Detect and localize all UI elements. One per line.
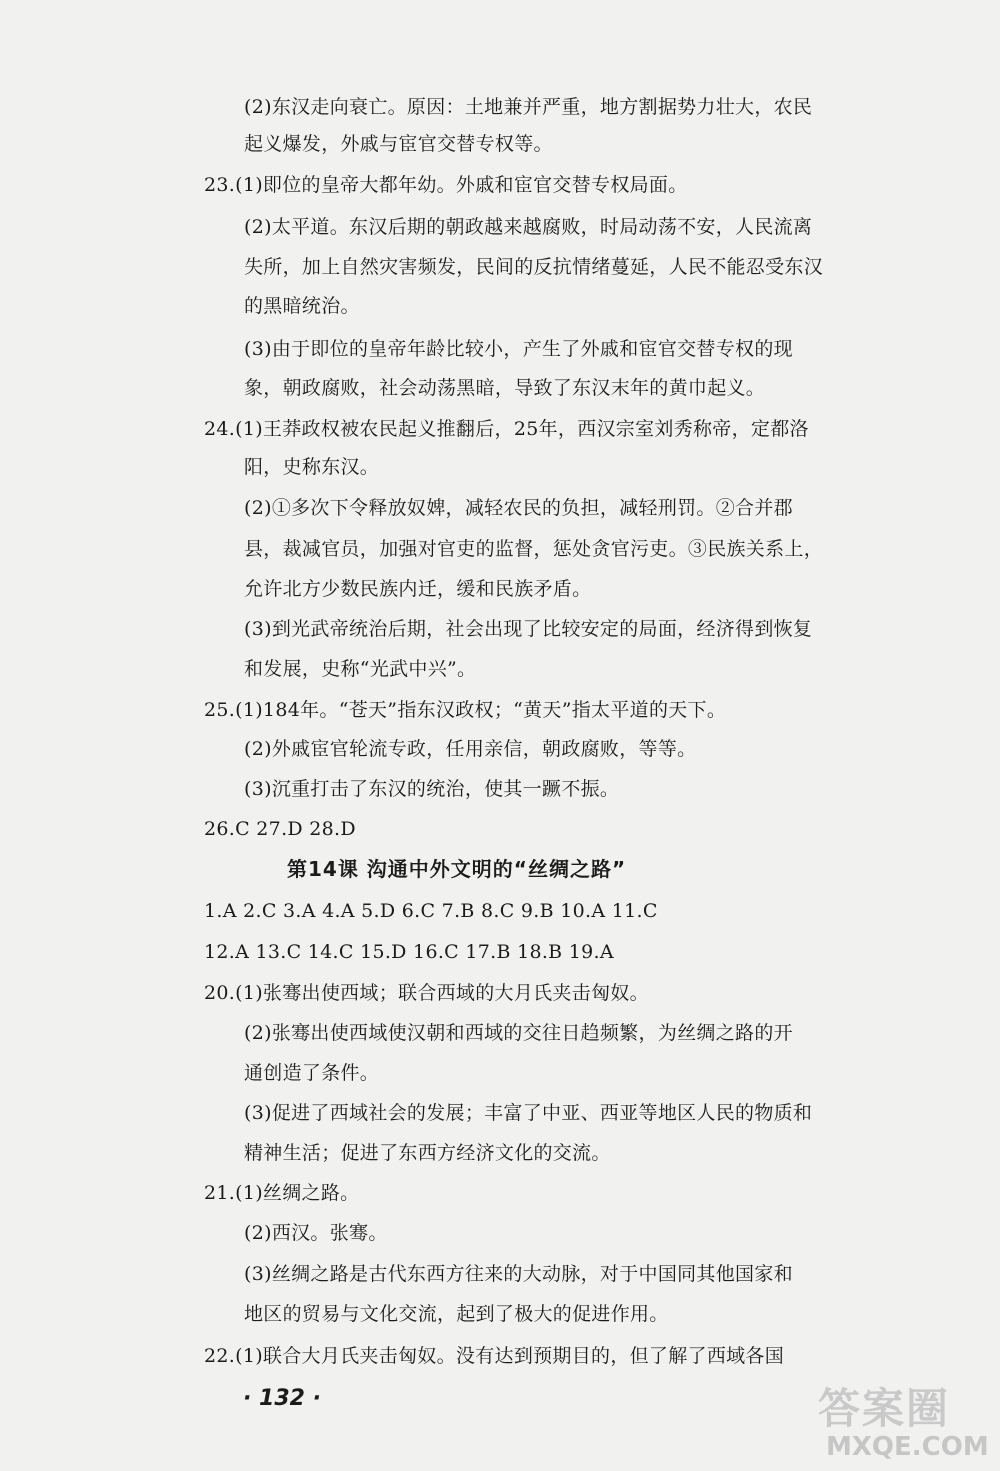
- text-line: 起义爆发，外戚与宦官交替专权等。: [244, 133, 553, 155]
- text-line: 20.(1)张骞出使西域；联合西域的大月氏夹击匈奴。: [204, 982, 649, 1004]
- text-line: 象，朝政腐败，社会动荡黑暗，导致了东汉末年的黄巾起义。: [244, 377, 766, 399]
- text-line: 26.C 27.D 28.D: [204, 818, 356, 840]
- text-line: 22.(1)联合大月氏夹击匈奴。没有达到预期目的，但了解了西域各国: [204, 1345, 785, 1367]
- text-line: 精神生活；促进了东西方经济文化的交流。: [244, 1142, 611, 1164]
- text-line: (2)西汉。张骞。: [244, 1222, 388, 1244]
- text-line: (2)①多次下令释放奴婢，减轻农民的负担，减轻刑罚。②合并郡: [244, 497, 793, 519]
- text-line: 允许北方少数民族内迁，缓和民族矛盾。: [244, 578, 592, 600]
- text-line: 县，裁减官员，加强对官吏的监督，惩处贪官污吏。③民族关系上，: [244, 538, 824, 560]
- text-line: (3)沉重打击了东汉的统治，使其一蹶不振。: [244, 778, 620, 800]
- text-line: (3)由于即位的皇帝年龄比较小，产生了外戚和宦官交替专权的现: [244, 338, 793, 360]
- text-line: 的黑暗统治。: [244, 295, 360, 317]
- text-line: 和发展，史称“光武中兴”。: [244, 658, 477, 680]
- text-line: 25.(1)184年。“苍天”指东汉政权；“黄天”指太平道的天下。: [204, 699, 727, 721]
- text-line: 通创造了条件。: [244, 1062, 380, 1084]
- text-line: 失所，加上自然灾害频发，民间的反抗情绪蔓延，人民不能忍受东汉: [244, 256, 824, 278]
- text-line: 阳，史称东汉。: [244, 456, 380, 478]
- watermark-url: MXQE.COM: [826, 1432, 989, 1462]
- text-line: (3)促进了西域社会的发展；丰富了中亚、西亚等地区人民的物质和: [244, 1102, 813, 1124]
- text-line: 地区的贸易与文化交流，起到了极大的促进作用。: [244, 1303, 669, 1325]
- watermark-logo: [818, 1376, 996, 1471]
- text-line: (2)东汉走向衰亡。原因：土地兼并严重，地方割据势力壮大，农民: [244, 96, 813, 118]
- text-line: 1.A 2.C 3.A 4.A 5.D 6.C 7.B 8.C 9.B 10.A 11.C: [204, 900, 658, 922]
- text-line: (3)到光武帝统治后期，社会出现了比较安定的局面，经济得到恢复: [244, 618, 813, 640]
- watermark-title: 答案圈: [818, 1384, 951, 1433]
- page-number: · 132 ·: [243, 1386, 321, 1411]
- text-line: (2)外戚宦官轮流专政，任用亲信，朝政腐败，等等。: [244, 738, 697, 760]
- text-line: (2)张骞出使西域使汉朝和西域的交往日趋频繁，为丝绸之路的开: [244, 1022, 793, 1044]
- text-line: (3)丝绸之路是古代东西方往来的大动脉，对于中国同其他国家和: [244, 1263, 793, 1285]
- text-line: 23.(1)即位的皇帝大都年幼。外戚和宦官交替专权局面。: [204, 174, 688, 196]
- section-heading: 第14课 沟通中外文明的“丝绸之路”: [287, 857, 627, 881]
- text-line: 21.(1)丝绸之路。: [204, 1182, 360, 1204]
- text-line: (2)太平道。东汉后期的朝政越来越腐败，时局动荡不安，人民流离: [244, 216, 813, 238]
- text-line: 12.A 13.C 14.C 15.D 16.C 17.B 18.B 19.A: [204, 941, 614, 963]
- text-line: 24.(1)王莽政权被农民起义推翻后，25年，西汉宗室刘秀称帝，定都洛: [204, 418, 809, 440]
